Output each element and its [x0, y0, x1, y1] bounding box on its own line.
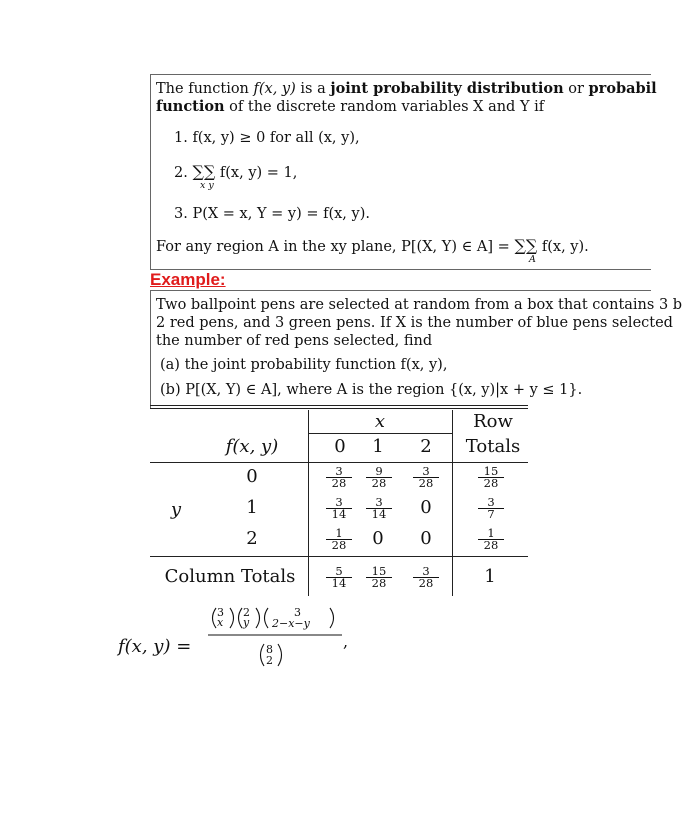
x-value-0: 0	[334, 436, 346, 457]
row-total-2: $\frac{1}{28}$	[478, 528, 504, 551]
header-x: x	[374, 411, 386, 432]
cell-y2-x2: 0	[420, 528, 432, 549]
cell-y2-x0: $\frac{1}{28}$	[326, 528, 352, 551]
denominator-bottom: 2	[266, 654, 273, 667]
x-value-1: 1	[372, 436, 384, 457]
formula-lhs: f(x, y) =	[118, 636, 192, 657]
y-value-0: 0	[246, 466, 258, 487]
table-vrule-right	[452, 410, 453, 596]
definition-line-1: The function f(x, y) is a joint probability distribution or probabil	[156, 80, 657, 97]
binom-3-bottom: 2−x−y	[272, 617, 310, 630]
row-total-0: $\frac{15}{28}$	[478, 466, 504, 489]
table-body-rule	[150, 556, 528, 557]
binom-2-bottom: y	[243, 616, 250, 629]
region-subscript: A	[529, 254, 536, 265]
row-total-1: $\frac{3}{7}$	[478, 497, 504, 520]
table-top-rule	[150, 405, 528, 406]
table-x-subrule	[308, 433, 452, 434]
cell-y1-x1: $\frac{3}{14}$	[366, 497, 392, 520]
condition-2-subscripts: x y	[200, 180, 214, 191]
cell-y0-x2: $\frac{3}{28}$	[413, 466, 439, 489]
y-value-2: 2	[246, 528, 258, 549]
condition-2: 2. ∑∑ f(x, y) = 1,	[174, 162, 298, 181]
cell-y1-x0: $\frac{3}{14}$	[326, 497, 352, 520]
column-total-1: $\frac{15}{28}$	[366, 566, 392, 589]
table-corner: f(x, y)	[225, 436, 279, 457]
cell-y2-x1: 0	[372, 528, 384, 549]
condition-1: 1. f(x, y) ≥ 0 for all (x, y),	[174, 130, 360, 146]
header-row: Row	[473, 411, 513, 432]
grand-total: 1	[484, 566, 496, 587]
condition-3: 3. P(X = x, Y = y) = f(x, y).	[174, 206, 370, 222]
binom-2-top: 2	[243, 606, 250, 619]
cell-y0-x1: $\frac{9}{28}$	[366, 466, 392, 489]
table-top-rule-2	[150, 408, 528, 409]
example-part-a: (a) the joint probability function f(x, y),	[160, 357, 448, 373]
example-text-2: 2 red pens, and 3 green pens. If X is the number of blue pens selected	[156, 315, 673, 331]
column-totals-label: Column Totals	[164, 566, 296, 587]
y-label: y	[170, 499, 182, 520]
formula-comma: ,	[343, 632, 349, 651]
x-value-2: 2	[420, 436, 432, 457]
table-vrule-left	[308, 410, 309, 596]
example-text-1: Two ballpoint pens are selected at random from a box that contains 3 b	[156, 297, 682, 313]
column-total-2: $\frac{3}{28}$	[413, 566, 439, 589]
y-value-1: 1	[246, 497, 258, 518]
binom-1-top: 3	[217, 606, 224, 619]
cell-y1-x2: 0	[420, 497, 432, 518]
table-header-rule	[150, 462, 528, 463]
binom-1-bottom: x	[217, 616, 224, 629]
header-totals: Totals	[465, 436, 521, 457]
column-total-0: $\frac{5}{14}$	[326, 566, 352, 589]
binom-3-top: 3	[294, 606, 301, 619]
example-part-b: (b) P[(X, Y) ∈ A], where A is the region {(x, y)|x + y ≤ 1}.	[160, 382, 583, 398]
region-statement: For any region A in the xy plane, P[(X, Y) ∈ A] = ∑∑ f(x, y).	[156, 236, 589, 255]
definition-line-2: function of the discrete random variables X and Y if	[156, 98, 545, 115]
example-label: Example:	[150, 270, 226, 289]
example-text-3: the number of red pens selected, find	[156, 333, 433, 349]
denominator-top: 8	[266, 643, 273, 656]
cell-y0-x0: $\frac{3}{28}$	[326, 466, 352, 489]
